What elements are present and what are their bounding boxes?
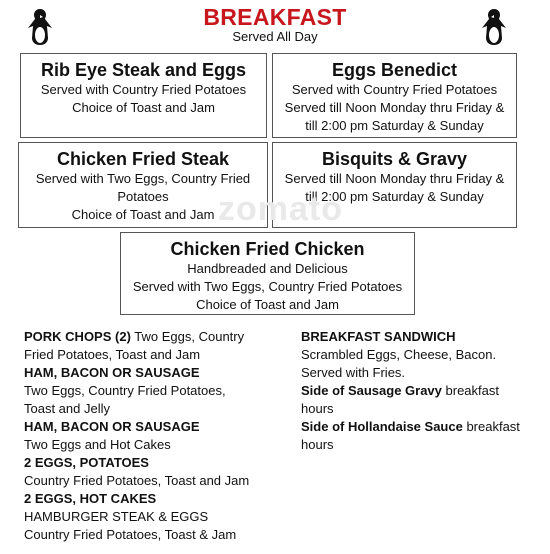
dish-description: Choice of Toast and Jam <box>71 207 215 222</box>
list-item <box>24 418 284 436</box>
item-text: Scrambled Eggs, Cheese, Bacon. <box>301 347 497 362</box>
dish-description: Served with Country Fried Potatoes <box>291 82 498 97</box>
list-item <box>301 400 541 418</box>
list-item <box>24 490 284 508</box>
item-text: breakfast <box>441 383 499 398</box>
list-item <box>301 436 541 454</box>
item-text: hours <box>301 401 334 416</box>
list-item <box>24 400 284 418</box>
item-text: hours <box>301 437 334 452</box>
dish-name: Chicken Fried Steak <box>56 149 230 169</box>
item-heading: PORK CHOPS (2) <box>24 329 131 344</box>
item-text: Two Eggs, Country <box>130 329 245 344</box>
item-text: Two Eggs, Country Fried Potatoes, <box>24 383 226 398</box>
list-item <box>24 328 284 346</box>
list-item <box>24 346 284 364</box>
dish-name: Chicken Fried Chicken <box>170 239 365 259</box>
list-item <box>24 382 284 400</box>
item-text: Two Eggs and Hot Cakes <box>24 437 171 452</box>
list-item <box>24 364 284 382</box>
dish-name: Eggs Benedict <box>331 60 458 80</box>
item-text: Country Fried Potatoes, Toast & Jam <box>24 527 237 542</box>
page-subtitle: Served All Day <box>232 29 318 44</box>
dish-description: Served with Country Fried Potatoes <box>40 82 247 97</box>
menu-box-biscuits-gravy <box>272 142 517 228</box>
watermark: zomato <box>218 190 343 228</box>
menu-list-left <box>24 328 284 544</box>
item-text: HAMBURGER STEAK & EGGS <box>24 509 209 524</box>
list-item <box>24 472 284 490</box>
item-text: Toast and Jelly <box>24 401 110 416</box>
item-heading: HAM, BACON OR SAUSAGE <box>24 419 200 434</box>
menu-box-chicken-fried-steak <box>18 142 268 228</box>
list-item <box>301 364 541 382</box>
item-heading: 2 EGGS, POTATOES <box>24 455 149 470</box>
item-heading: 2 EGGS, HOT CAKES <box>24 491 157 506</box>
list-item <box>24 508 284 526</box>
dish-description: Potatoes <box>117 189 169 204</box>
list-item <box>301 382 541 400</box>
dish-description: Served with Two Eggs, Country Fried Potatoes <box>132 279 403 294</box>
menu-box-chicken-fried-chicken <box>120 232 415 315</box>
item-heading: HAM, BACON OR SAUSAGE <box>24 365 200 380</box>
list-item <box>301 328 541 346</box>
menu-box-benedict <box>272 53 517 138</box>
dish-description: Handbreaded and Delicious <box>187 261 348 276</box>
item-text: Fried Potatoes, Toast and Jam <box>24 347 201 362</box>
item-heading: Side of Sausage Gravy <box>301 383 442 398</box>
item-heading: Side of Hollandaise Sauce <box>301 419 463 434</box>
menu-box-ribeye <box>20 53 267 138</box>
list-item <box>24 526 284 544</box>
menu-list-right <box>301 328 541 454</box>
item-heading: BREAKFAST SANDWICH <box>301 329 456 344</box>
item-text: Country Fried Potatoes, Toast and Jam <box>24 473 250 488</box>
page-title: BREAKFAST <box>203 4 347 30</box>
dish-description: Choice of Toast and Jam <box>72 100 215 115</box>
menu-header <box>0 2 550 44</box>
dish-description: Served till Noon Monday thru Friday & <box>284 100 505 115</box>
dish-description: till 2:00 pm Saturday & Sunday <box>305 189 484 204</box>
list-item <box>24 454 284 472</box>
list-item <box>301 346 541 364</box>
dish-description: Choice of Toast and Jam <box>196 297 339 312</box>
list-item <box>301 418 541 436</box>
dish-name: Bisquits & Gravy <box>321 149 468 169</box>
list-item <box>24 436 284 454</box>
dish-name: Rib Eye Steak and Eggs <box>40 60 247 80</box>
dish-description: Served with Two Eggs, Country Fried <box>35 171 251 186</box>
item-text: breakfast <box>462 419 520 434</box>
item-text: Served with Fries. <box>301 365 406 380</box>
dish-description: till 2:00 pm Saturday & Sunday <box>305 118 484 133</box>
dish-description: Served till Noon Monday thru Friday & <box>284 171 505 186</box>
